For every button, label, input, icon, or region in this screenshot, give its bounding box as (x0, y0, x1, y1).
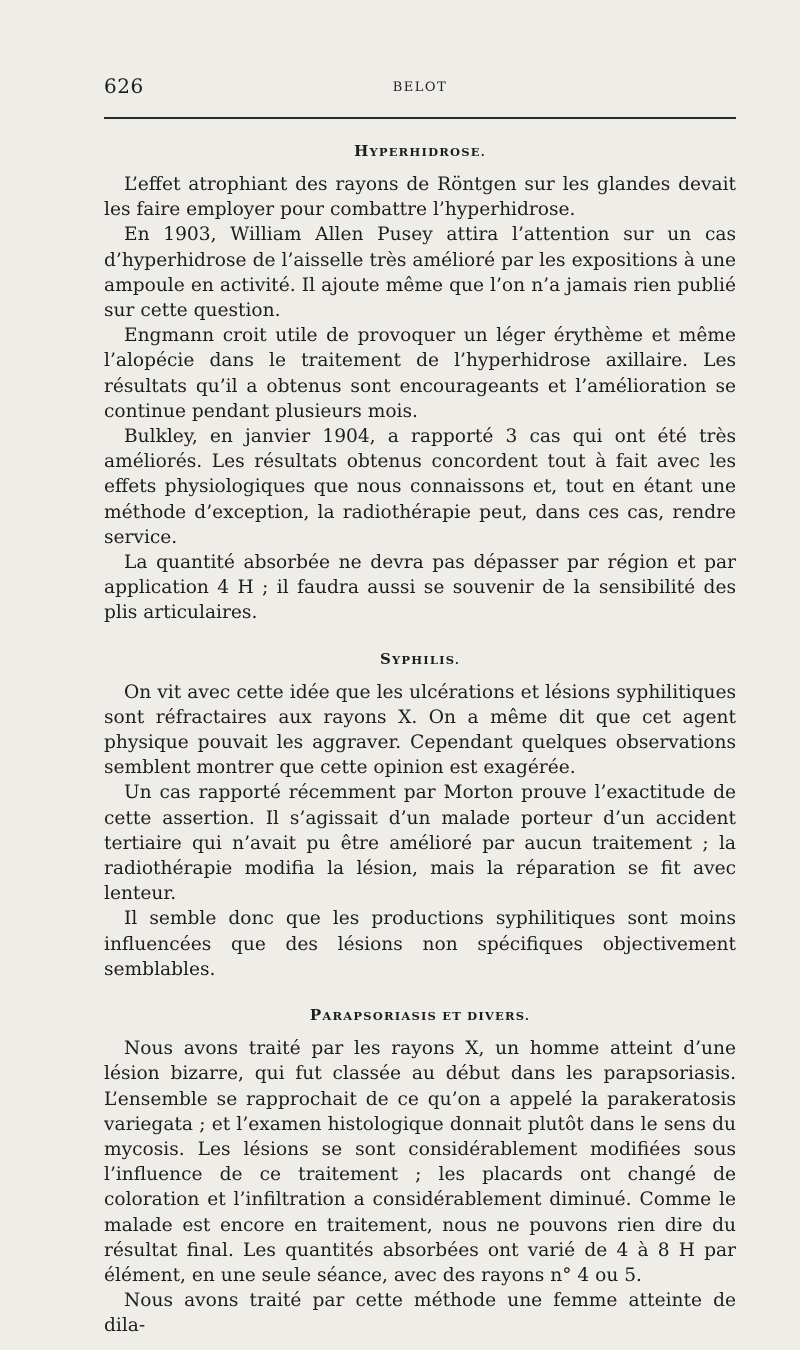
paragraph: On vit avec cette idée que les ulcérations et lésions syphilitiques sont réfractaires aux rayons X. On a même dit que cet agent physique pouvait les aggraver. Cependant quelques observations semblent montrer que cette opinion est exagérée. (104, 681, 736, 779)
section-title-initial: P (309, 1006, 323, 1025)
paragraph: Il semble donc que les productions syphilitiques sont moins influencées que des lésions non spécifiques objectivement semblables. (104, 908, 736, 980)
section-title-hyperhidrose (104, 138, 736, 164)
section-title-rest: YPHILIS. (391, 652, 461, 667)
header-rule (104, 117, 736, 119)
page-number: 626 (104, 74, 144, 98)
paragraph: Bulkley, en janvier 1904, a rapporté 3 cas qui ont été très améliorés. Les résultats obtenus concordent tout à fait avec les effets physiologiques que nous connaissons et, tout en étant une méthode d’exception, la radiothérapie peut, dans ces cas, rendre service. (104, 426, 736, 548)
paragraph: En 1903, William Allen Pusey attira l’attention sur un cas d’hyperhidrose de l’aisselle très amélioré par les expositions à une ampoule en activité. Il ajoute même que l’on n’a jamais rien publié sur cette question. (104, 224, 736, 322)
section-title-initial: S (379, 649, 392, 668)
paragraph: Engmann croit utile de provoquer un léger érythème et même l’alopécie dans le traitement de l’hyperhidrose axillaire. Les résultats qu’il a obtenus sont encourageants et l’amélioration se continue pendant plusieurs mois. (104, 325, 736, 422)
paragraph: Un cas rapporté récemment par Morton prouve l’exactitude de cette assertion. Il s’agissait d’un malade porteur d’un accident tertiaire qui n’avait pu être amélioré par aucun traitement ; la radiothérapie modifia la lésion, mais la réparation se fit avec lenteur. (104, 782, 736, 905)
section-title-initial: H (354, 142, 370, 160)
paragraph: L’effet atrophiant des rayons de Röntgen sur les glandes devait les faire employer pour combattre l’hyperhidrose. (104, 174, 736, 221)
section-title-rest: YPERHIDROSE. (369, 145, 486, 159)
paragraph: Nous avons traité par les rayons X, un homme atteint d’une lésion bizarre, qui fut classée au début dans les parapsoriasis. L’ensemble se rapprochait de ce qu’on a appelé la parakeratosis variegata ; et l’examen histologique donnait plutôt dans le sens du mycosis. Les lésions se sont considérablement modifiées sous l’influence de ce traitement ; les placards ont changé de coloration et l’infiltration a considérablement diminué. Comme le malade est encore en traitement, nous ne pouvons rien dire du résultat final. Les quantités absorbées ont varié de 4 à 8 H par élément, en une seule séance, avec des rayons n° 4 ou 5. (104, 1038, 736, 1286)
page-body (104, 138, 736, 1339)
paragraph: Nous avons traité par cette méthode une femme atteinte de dila- (104, 1290, 736, 1337)
paragraph: La quantité absorbée ne devra pas dépasser par région et par application 4 H ; il faudra aussi se souvenir de la sensibilité des plis articulaires. (104, 552, 736, 624)
section-title-rest: ARAPSORIASIS ET DIVERS. (322, 1009, 531, 1024)
section-title-parapsoriasis (104, 1002, 736, 1028)
running-title: BELOT (392, 80, 448, 95)
section-title-syphilis (104, 646, 736, 672)
running-head (104, 74, 736, 104)
